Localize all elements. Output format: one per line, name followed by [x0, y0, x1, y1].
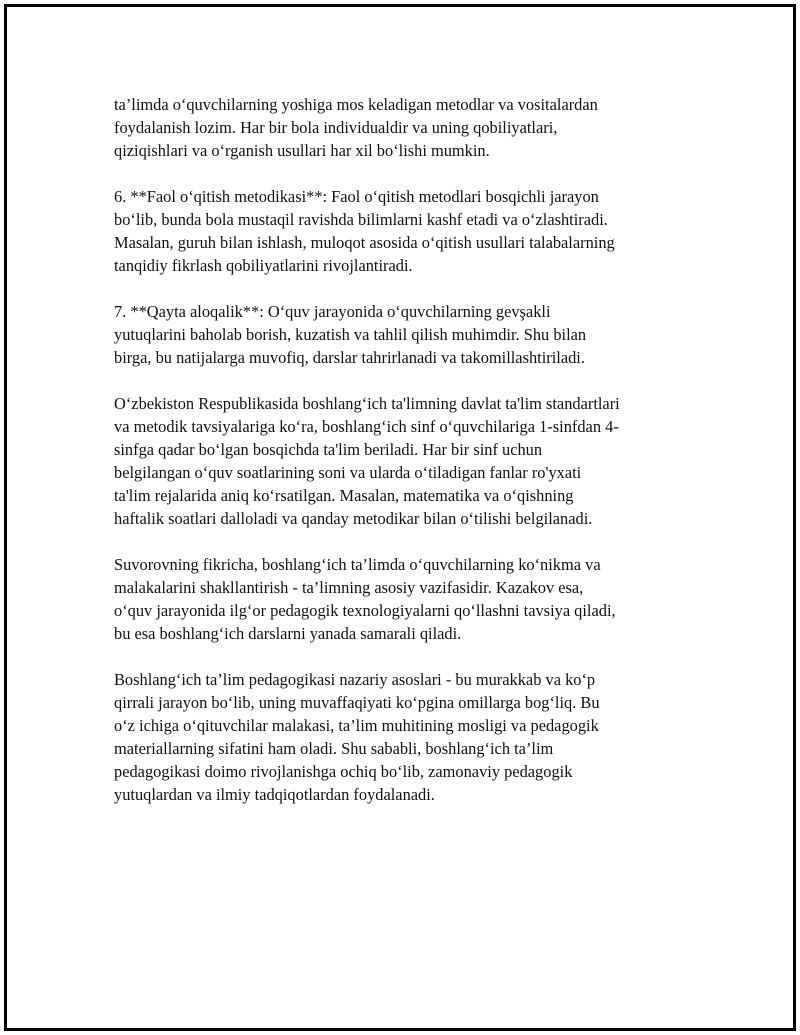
paragraph-uzbekistan-standards [114, 392, 704, 530]
text-line: o‘quv jarayonida ilg‘or pedagogik texnologiyalarni qo‘llashni tavsiya qiladi, [114, 601, 616, 620]
text-line: ta’limda o‘quvchilarning yoshiga mos keladigan metodlar va vositalardan [114, 95, 598, 114]
text-line: O‘zbekiston Respublikasida boshlang‘ich ta'limning davlat ta'lim standartlari [114, 394, 620, 413]
text-line: ta'lim rejalarida aniq ko‘rsatilgan. Masalan, matematika va o‘qishning [114, 486, 574, 505]
text-line: qirrali jarayon bo‘lib, uning muvaffaqiyati ko‘pgina omillarga bog‘liq. Bu [114, 693, 600, 712]
paragraph-feedback [114, 300, 704, 369]
text-line: Boshlang‘ich ta’lim pedagogikasi nazariy asoslari - bu murakkab va ko‘p [114, 670, 596, 689]
text-line: malakalarini shakllantirish - ta’limning asosiy vazifasidir. Kazakov esa, [114, 578, 584, 597]
text-line: va metodik tavsiyalariga ko‘ra, boshlang‘ich sinf o‘quvchilariga 1-sinfdan 4- [114, 417, 619, 436]
text-line: 7. **Qayta aloqalik**: O‘quv jarayonida o‘quvchilarning gevşakli [114, 302, 551, 321]
text-line: Masalan, guruh bilan ishlash, muloqot asosida o‘qitish usullari talabalarning [114, 233, 615, 252]
text-line: 6. **Faol o‘qitish metodikasi**: Faol o‘qitish metodlari bosqichli jarayon [114, 187, 599, 206]
text-line: belgilangan o‘quv soatlarining soni va ularda o‘tiladigan fanlar ro'yxati [114, 463, 582, 482]
text-line: bo‘lib, bunda bola mustaqil ravishda bilimlarni kashf etadi va o‘zlashtiradi. [114, 210, 608, 229]
paragraph-intro-continuation [114, 93, 704, 162]
text-line: qiziqishlari va o‘rganish usullari har xil bo‘lishi mumkin. [114, 141, 490, 160]
paragraph-active-teaching [114, 185, 704, 277]
text-line: materiallarning sifatini ham oladi. Shu sababli, boshlang‘ich ta’lim [114, 739, 554, 758]
text-line: birga, bu natijalarga muvofiq, darslar tahrirlanadi va takomillashtiriladi. [114, 348, 585, 367]
text-line: Suvorovning fikricha, boshlang‘ich ta’limda o‘quvchilarning ko‘nikma va [114, 555, 601, 574]
text-line: tanqidiy fikrlash qobiliyatlarini rivojlantiradi. [114, 256, 413, 275]
text-line: yutuqlardan va ilmiy tadqiqotlardan foydalanadi. [114, 785, 435, 804]
text-line: bu esa boshlang‘ich darslarni yanada samarali qiladi. [114, 624, 462, 643]
text-line: o‘z ichiga o‘qituvchilar malakasi, ta’lim muhitining mosligi va pedagogik [114, 716, 599, 735]
text-line: foydalanish lozim. Har bir bola individualdir va uning qobiliyatlari, [114, 118, 558, 137]
paragraph-suvorov-kazakov [114, 553, 704, 645]
text-line: pedagogikasi doimo rivojlanishga ochiq bo‘lib, zamonaviy pedagogik [114, 762, 573, 781]
text-line: sinfga qadar bo‘lgan bosqichda ta'lim beriladi. Har bir sinf uchun [114, 440, 543, 459]
text-line: haftalik soatlari dalloladi va qanday metodikar bilan o‘tilishi belgilanadi. [114, 509, 593, 528]
paragraph-conclusion [114, 668, 704, 806]
text-line: yutuqlarini baholab borish, kuzatish va tahlil qilish muhimdir. Shu bilan [114, 325, 587, 344]
document-body [114, 93, 704, 829]
